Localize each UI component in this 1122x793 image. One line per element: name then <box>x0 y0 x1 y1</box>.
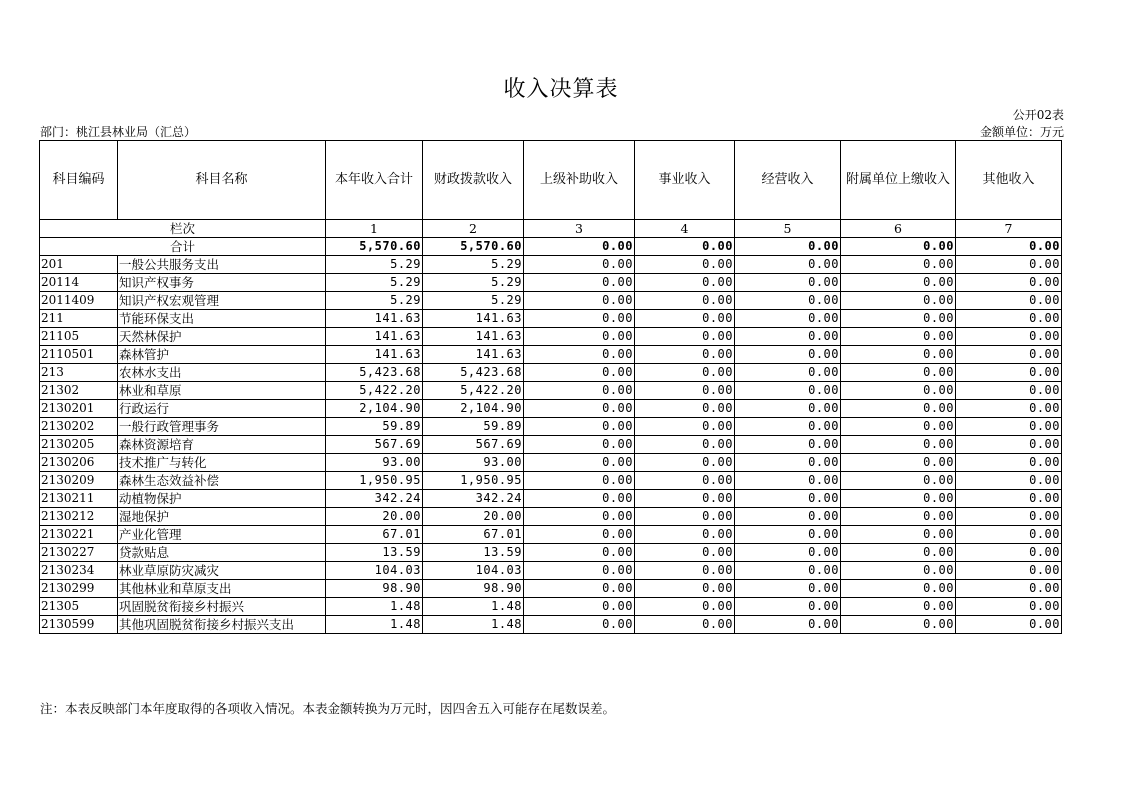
amount-cell: 0.00 <box>735 616 841 634</box>
column-index-label: 栏次 <box>40 220 326 238</box>
amount-cell: 0.00 <box>635 310 735 328</box>
amount-cell: 0.00 <box>956 580 1062 598</box>
subject-code: 20114 <box>40 274 118 292</box>
amount-cell: 0.00 <box>735 364 841 382</box>
amount-cell: 567.69 <box>423 436 524 454</box>
subject-name: 巩固脱贫衔接乡村振兴 <box>118 598 326 616</box>
amount-cell: 13.59 <box>423 544 524 562</box>
amount-cell: 0.00 <box>524 418 635 436</box>
amount-cell: 0.00 <box>841 364 956 382</box>
subject-name: 贷款贴息 <box>118 544 326 562</box>
amount-cell: 0.00 <box>956 616 1062 634</box>
amount-cell: 0.00 <box>635 490 735 508</box>
amount-cell: 98.90 <box>326 580 423 598</box>
subject-name: 天然林保护 <box>118 328 326 346</box>
subject-code: 2130227 <box>40 544 118 562</box>
table-row <box>40 580 1062 598</box>
header-cell: 科目名称 <box>118 141 326 220</box>
amount-cell: 0.00 <box>956 490 1062 508</box>
amount-cell: 0.00 <box>956 508 1062 526</box>
table-row <box>40 544 1062 562</box>
amount-cell: 0.00 <box>956 274 1062 292</box>
amount-cell: 0.00 <box>735 400 841 418</box>
amount-cell: 0.00 <box>735 292 841 310</box>
amount-cell: 567.69 <box>326 436 423 454</box>
amount-cell: 141.63 <box>423 328 524 346</box>
amount-cell: 141.63 <box>423 310 524 328</box>
total-value: 5,570.60 <box>423 238 524 256</box>
amount-cell: 141.63 <box>326 310 423 328</box>
amount-cell: 0.00 <box>635 346 735 364</box>
table-row <box>40 382 1062 400</box>
amount-cell: 0.00 <box>956 562 1062 580</box>
amount-cell: 0.00 <box>841 490 956 508</box>
amount-cell: 0.00 <box>524 472 635 490</box>
subject-code: 2130221 <box>40 526 118 544</box>
amount-cell: 0.00 <box>635 508 735 526</box>
amount-cell: 0.00 <box>524 346 635 364</box>
amount-cell: 0.00 <box>841 454 956 472</box>
amount-cell: 0.00 <box>956 310 1062 328</box>
amount-cell: 5.29 <box>423 292 524 310</box>
subject-code: 2130205 <box>40 436 118 454</box>
amount-cell: 1.48 <box>423 616 524 634</box>
column-index-cell: 2 <box>423 220 524 238</box>
table-row <box>40 310 1062 328</box>
amount-cell: 0.00 <box>524 598 635 616</box>
total-value: 0.00 <box>635 238 735 256</box>
amount-cell: 93.00 <box>423 454 524 472</box>
subject-code: 211 <box>40 310 118 328</box>
amount-cell: 2,104.90 <box>326 400 423 418</box>
amount-cell: 0.00 <box>635 328 735 346</box>
subject-name: 知识产权事务 <box>118 274 326 292</box>
subject-code: 2130209 <box>40 472 118 490</box>
amount-cell: 0.00 <box>841 544 956 562</box>
subject-name: 森林资源培育 <box>118 436 326 454</box>
amount-cell: 0.00 <box>524 544 635 562</box>
amount-cell: 67.01 <box>423 526 524 544</box>
amount-cell: 0.00 <box>956 436 1062 454</box>
amount-unit-label: 金额单位：万元 <box>979 125 1064 139</box>
amount-cell: 0.00 <box>735 490 841 508</box>
amount-cell: 0.00 <box>735 382 841 400</box>
page-title: 收入决算表 <box>503 77 619 102</box>
subject-code: 201 <box>40 256 118 274</box>
total-value: 5,570.60 <box>326 238 423 256</box>
subject-name: 其他林业和草原支出 <box>118 580 326 598</box>
amount-cell: 0.00 <box>841 472 956 490</box>
amount-cell: 5,423.68 <box>423 364 524 382</box>
subject-name: 一般公共服务支出 <box>118 256 326 274</box>
table-row <box>40 562 1062 580</box>
table-row <box>40 292 1062 310</box>
amount-cell: 5.29 <box>326 292 423 310</box>
subject-code: 2130206 <box>40 454 118 472</box>
form-number: 公开02表 <box>1012 108 1064 122</box>
amount-cell: 2,104.90 <box>423 400 524 418</box>
amount-cell: 0.00 <box>635 274 735 292</box>
amount-cell: 0.00 <box>524 616 635 634</box>
amount-cell: 0.00 <box>524 274 635 292</box>
subject-code: 213 <box>40 364 118 382</box>
amount-cell: 0.00 <box>735 544 841 562</box>
amount-cell: 0.00 <box>635 382 735 400</box>
amount-cell: 0.00 <box>524 400 635 418</box>
amount-cell: 0.00 <box>524 364 635 382</box>
table-row <box>40 436 1062 454</box>
amount-cell: 0.00 <box>735 598 841 616</box>
amount-cell: 0.00 <box>635 526 735 544</box>
amount-cell: 0.00 <box>735 328 841 346</box>
table-row <box>40 364 1062 382</box>
amount-cell: 0.00 <box>635 436 735 454</box>
column-index-cell: 4 <box>635 220 735 238</box>
amount-cell: 0.00 <box>524 382 635 400</box>
amount-cell: 0.00 <box>841 598 956 616</box>
amount-cell: 0.00 <box>841 562 956 580</box>
amount-cell: 0.00 <box>635 292 735 310</box>
amount-cell: 0.00 <box>735 526 841 544</box>
subject-code: 21305 <box>40 598 118 616</box>
amount-cell: 0.00 <box>524 328 635 346</box>
amount-cell: 98.90 <box>423 580 524 598</box>
amount-cell: 141.63 <box>326 346 423 364</box>
table-row <box>40 508 1062 526</box>
amount-cell: 0.00 <box>956 292 1062 310</box>
amount-cell: 0.00 <box>635 400 735 418</box>
amount-cell: 0.00 <box>841 346 956 364</box>
amount-cell: 20.00 <box>326 508 423 526</box>
amount-cell: 0.00 <box>635 454 735 472</box>
table-row <box>40 616 1062 634</box>
amount-cell: 0.00 <box>635 580 735 598</box>
amount-cell: 1.48 <box>326 598 423 616</box>
subject-name: 动植物保护 <box>118 490 326 508</box>
table-row <box>40 418 1062 436</box>
subject-code: 21302 <box>40 382 118 400</box>
amount-cell: 0.00 <box>841 256 956 274</box>
amount-cell: 0.00 <box>841 436 956 454</box>
amount-cell: 5.29 <box>423 256 524 274</box>
total-value: 0.00 <box>956 238 1062 256</box>
amount-cell: 0.00 <box>841 580 956 598</box>
header-row <box>40 141 1062 220</box>
table-row <box>40 328 1062 346</box>
amount-cell: 0.00 <box>735 562 841 580</box>
amount-cell: 0.00 <box>635 418 735 436</box>
amount-cell: 0.00 <box>735 436 841 454</box>
amount-cell: 0.00 <box>635 616 735 634</box>
amount-cell: 93.00 <box>326 454 423 472</box>
amount-cell: 0.00 <box>956 454 1062 472</box>
amount-cell: 59.89 <box>326 418 423 436</box>
column-index-cell: 7 <box>956 220 1062 238</box>
table-row <box>40 598 1062 616</box>
subject-code: 2130299 <box>40 580 118 598</box>
amount-cell: 0.00 <box>956 526 1062 544</box>
amount-cell: 141.63 <box>423 346 524 364</box>
subject-code: 2130234 <box>40 562 118 580</box>
amount-cell: 5.29 <box>423 274 524 292</box>
table-row <box>40 400 1062 418</box>
subject-name: 湿地保护 <box>118 508 326 526</box>
subject-name: 一般行政管理事务 <box>118 418 326 436</box>
amount-cell: 0.00 <box>735 580 841 598</box>
header-cell: 事业收入 <box>635 141 735 220</box>
table-row <box>40 454 1062 472</box>
amount-cell: 0.00 <box>524 256 635 274</box>
table-row <box>40 526 1062 544</box>
subject-code: 21105 <box>40 328 118 346</box>
total-value: 0.00 <box>735 238 841 256</box>
total-label: 合计 <box>40 238 326 256</box>
amount-cell: 0.00 <box>841 418 956 436</box>
total-value: 0.00 <box>524 238 635 256</box>
department-label: 部门：桃江县林业局（汇总） <box>40 125 197 139</box>
amount-cell: 0.00 <box>956 364 1062 382</box>
total-value: 0.00 <box>841 238 956 256</box>
amount-cell: 0.00 <box>635 598 735 616</box>
amount-cell: 1,950.95 <box>423 472 524 490</box>
amount-cell: 0.00 <box>735 346 841 364</box>
table-row <box>40 490 1062 508</box>
header-cell: 本年收入合计 <box>326 141 423 220</box>
amount-cell: 0.00 <box>635 544 735 562</box>
subject-name: 其他巩固脱贫衔接乡村振兴支出 <box>118 616 326 634</box>
amount-cell: 0.00 <box>524 454 635 472</box>
amount-cell: 0.00 <box>524 436 635 454</box>
amount-cell: 0.00 <box>735 472 841 490</box>
amount-cell: 5,422.20 <box>326 382 423 400</box>
subject-name: 林业草原防灾减灾 <box>118 562 326 580</box>
amount-cell: 5.29 <box>326 256 423 274</box>
amount-cell: 0.00 <box>735 274 841 292</box>
amount-cell: 0.00 <box>956 544 1062 562</box>
amount-cell: 1,950.95 <box>326 472 423 490</box>
amount-cell: 0.00 <box>841 400 956 418</box>
amount-cell: 342.24 <box>423 490 524 508</box>
amount-cell: 0.00 <box>956 346 1062 364</box>
subject-code: 2110501 <box>40 346 118 364</box>
footnote: 注：本表反映部门本年度取得的各项收入情况。本表金额转换为万元时，因四舍五入可能存在尾数误差。 <box>40 701 616 716</box>
amount-cell: 0.00 <box>956 382 1062 400</box>
amount-cell: 0.00 <box>841 508 956 526</box>
header-cell: 科目编码 <box>40 141 118 220</box>
subject-code: 2130212 <box>40 508 118 526</box>
column-index-cell: 3 <box>524 220 635 238</box>
amount-cell: 0.00 <box>635 472 735 490</box>
subject-name: 技术推广与转化 <box>118 454 326 472</box>
amount-cell: 0.00 <box>524 508 635 526</box>
amount-cell: 141.63 <box>326 328 423 346</box>
amount-cell: 0.00 <box>956 472 1062 490</box>
subject-name: 林业和草原 <box>118 382 326 400</box>
table-row <box>40 256 1062 274</box>
amount-cell: 0.00 <box>735 418 841 436</box>
subject-name: 行政运行 <box>118 400 326 418</box>
amount-cell: 0.00 <box>735 310 841 328</box>
header-cell: 经营收入 <box>735 141 841 220</box>
amount-cell: 0.00 <box>524 310 635 328</box>
amount-cell: 67.01 <box>326 526 423 544</box>
amount-cell: 0.00 <box>735 508 841 526</box>
amount-cell: 0.00 <box>956 256 1062 274</box>
amount-cell: 0.00 <box>524 490 635 508</box>
amount-cell: 0.00 <box>524 292 635 310</box>
amount-cell: 0.00 <box>841 382 956 400</box>
amount-cell: 0.00 <box>735 256 841 274</box>
amount-cell: 0.00 <box>841 274 956 292</box>
amount-cell: 5,423.68 <box>326 364 423 382</box>
subject-name: 森林生态效益补偿 <box>118 472 326 490</box>
column-index-cell: 1 <box>326 220 423 238</box>
subject-name: 节能环保支出 <box>118 310 326 328</box>
amount-cell: 20.00 <box>423 508 524 526</box>
amount-cell: 0.00 <box>524 580 635 598</box>
amount-cell: 13.59 <box>326 544 423 562</box>
table-row <box>40 346 1062 364</box>
subject-code: 2011409 <box>40 292 118 310</box>
subject-name: 森林管护 <box>118 346 326 364</box>
amount-cell: 342.24 <box>326 490 423 508</box>
subject-code: 2130599 <box>40 616 118 634</box>
amount-cell: 0.00 <box>841 310 956 328</box>
amount-cell: 104.03 <box>326 562 423 580</box>
amount-cell: 0.00 <box>524 562 635 580</box>
amount-cell: 1.48 <box>326 616 423 634</box>
amount-cell: 0.00 <box>841 328 956 346</box>
amount-cell: 0.00 <box>956 598 1062 616</box>
table-row <box>40 472 1062 490</box>
amount-cell: 59.89 <box>423 418 524 436</box>
header-cell: 财政拨款收入 <box>423 141 524 220</box>
header-cell: 上级补助收入 <box>524 141 635 220</box>
table-row <box>40 274 1062 292</box>
amount-cell: 0.00 <box>956 418 1062 436</box>
amount-cell: 0.00 <box>841 616 956 634</box>
amount-cell: 0.00 <box>635 256 735 274</box>
amount-cell: 0.00 <box>841 526 956 544</box>
column-index-cell: 6 <box>841 220 956 238</box>
total-row <box>40 238 1062 256</box>
amount-cell: 104.03 <box>423 562 524 580</box>
subject-name: 农林水支出 <box>118 364 326 382</box>
subject-code: 2130202 <box>40 418 118 436</box>
amount-cell: 0.00 <box>635 364 735 382</box>
subject-code: 2130211 <box>40 490 118 508</box>
column-index-cell: 5 <box>735 220 841 238</box>
amount-cell: 0.00 <box>735 454 841 472</box>
income-table <box>39 140 1062 634</box>
amount-cell: 0.00 <box>956 400 1062 418</box>
amount-cell: 5,422.20 <box>423 382 524 400</box>
amount-cell: 1.48 <box>423 598 524 616</box>
amount-cell: 0.00 <box>841 292 956 310</box>
subject-name: 产业化管理 <box>118 526 326 544</box>
column-index-row <box>40 220 1062 238</box>
subject-code: 2130201 <box>40 400 118 418</box>
subject-name: 知识产权宏观管理 <box>118 292 326 310</box>
amount-cell: 0.00 <box>635 562 735 580</box>
header-cell: 附属单位上缴收入 <box>841 141 956 220</box>
amount-cell: 0.00 <box>524 526 635 544</box>
header-cell: 其他收入 <box>956 141 1062 220</box>
amount-cell: 5.29 <box>326 274 423 292</box>
amount-cell: 0.00 <box>956 328 1062 346</box>
